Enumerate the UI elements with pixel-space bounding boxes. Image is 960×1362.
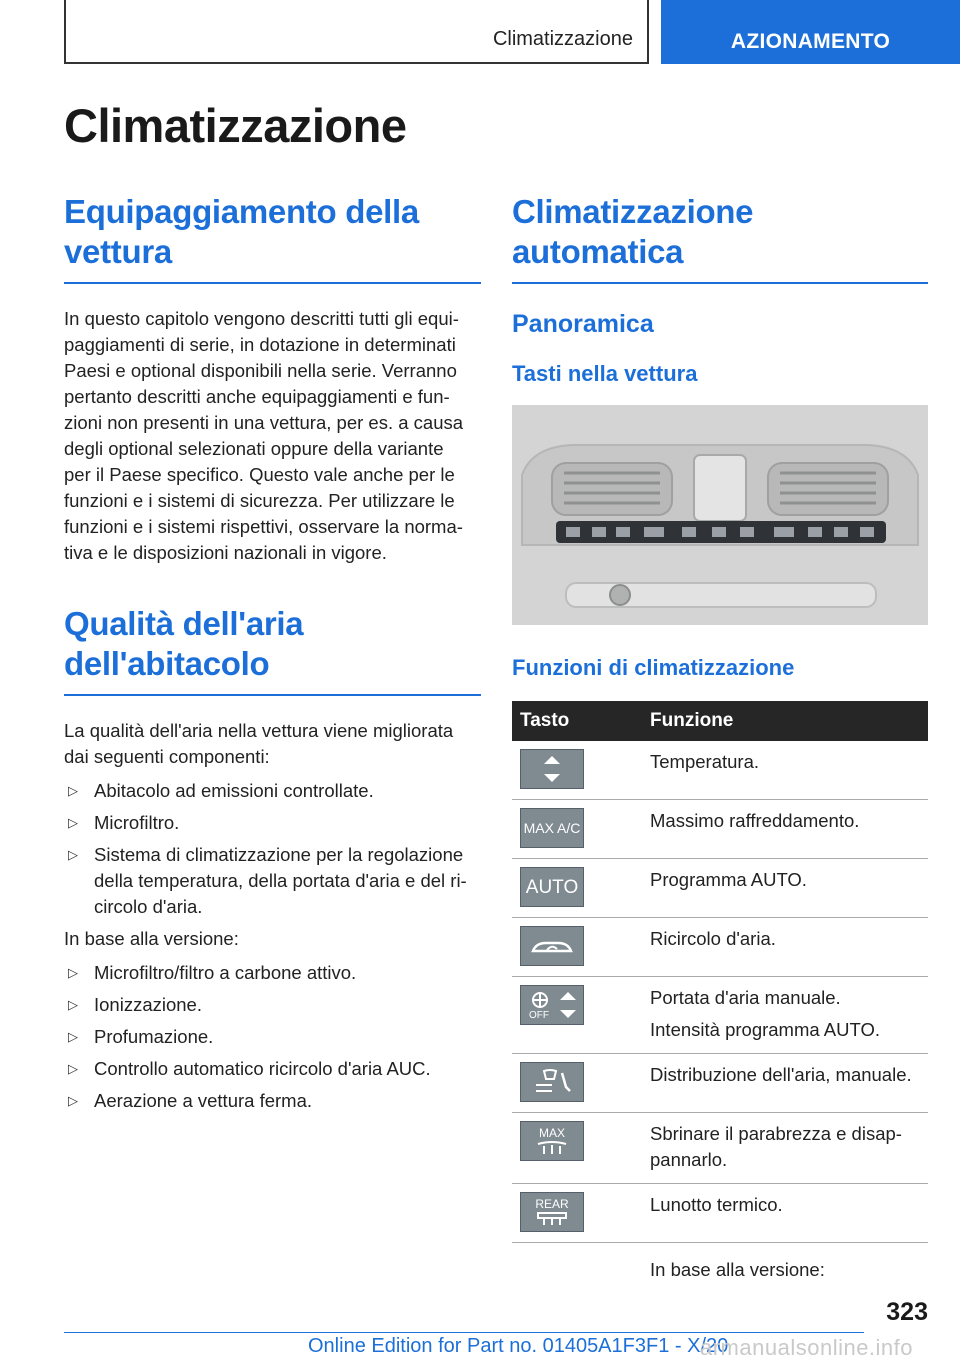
triangle-bullet-icon: ▷	[68, 965, 78, 980]
list-item: ▷ Aerazione a vettura ferma.	[64, 1088, 481, 1114]
page-title: Climatizzazione	[64, 99, 407, 152]
list-item: ▷ Microfiltro.	[64, 810, 481, 836]
function-text: pannarlo.	[650, 1149, 728, 1170]
left-column	[64, 192, 481, 1120]
air-components-list	[64, 778, 481, 920]
heading-air-quality: Qualità dell'aria dell'abitacolo	[64, 604, 481, 696]
list-item: ▷ Ionizzazione.	[64, 992, 481, 1018]
temperature-arrows-icon	[520, 749, 584, 789]
equipment-line: degli optional selezionati oppure della variante	[64, 438, 444, 459]
rear-defrost-icon: REAR	[520, 1192, 584, 1232]
header-function: Funzione	[642, 701, 928, 741]
equipment-line: tiva e le disposizioni nazionali in vigore.	[64, 542, 387, 563]
list-item: ▷ Controllo automatico ricircolo d'aria AUC.	[64, 1056, 481, 1082]
equipment-line: In questo capitolo vengono descritti tutti gli equi‐	[64, 308, 459, 329]
version-list	[64, 960, 481, 1114]
table-row	[512, 1184, 928, 1243]
fan-off-icon: OFF	[520, 985, 584, 1025]
chapter-label: Climatizzazione	[492, 28, 633, 50]
function-text: Massimo raffreddamento.	[650, 810, 860, 831]
list-item: ▷ Microfiltro/filtro a carbone attivo.	[64, 960, 481, 986]
heading-equipment: Equipaggiamento della vettura	[64, 192, 481, 284]
function-text: Programma AUTO.	[650, 869, 807, 890]
max-ac-icon: MAX A/C	[520, 808, 584, 848]
function-text: Sbrinare il parabrezza e disap‐	[650, 1123, 902, 1144]
function-text: Portata d'aria manuale.	[650, 987, 841, 1008]
triangle-bullet-icon: ▷	[68, 783, 78, 798]
functions-table	[512, 701, 928, 1293]
heading-auto-climate: Climatizzazione automatica	[512, 192, 928, 284]
table-row	[512, 859, 928, 918]
max-defrost-icon: MAX	[520, 1121, 584, 1161]
equipment-line: funzioni e i sistemi rispettivi, osservare la norma‐	[64, 516, 463, 537]
heading-overview: Panoramica	[512, 310, 654, 338]
triangle-bullet-icon: ▷	[68, 1061, 78, 1076]
table-header-row	[512, 701, 928, 741]
watermark-text: armanualsonline.info	[700, 1335, 914, 1360]
equipment-line: paggiamenti di serie, in dotazione in determinati	[64, 334, 456, 355]
function-text: In base alla versione:	[650, 1259, 825, 1280]
air-distribution-icon	[520, 1062, 584, 1102]
function-text: Temperatura.	[650, 751, 759, 772]
header-key: Tasto	[512, 701, 642, 741]
dashboard-illustration	[512, 405, 928, 625]
footer-divider	[64, 1332, 864, 1333]
section-tab: AZIONAMENTO	[661, 0, 960, 64]
right-column	[512, 192, 928, 1293]
heading-functions: Funzioni di climatizzazione	[512, 655, 795, 680]
triangle-bullet-icon: ▷	[68, 1029, 78, 1044]
function-text: Intensità programma AUTO.	[650, 1019, 880, 1040]
triangle-bullet-icon: ▷	[68, 997, 78, 1012]
triangle-bullet-icon: ▷	[68, 815, 78, 830]
page-number: 323	[886, 1298, 928, 1326]
triangle-bullet-icon: ▷	[68, 847, 78, 862]
table-row	[512, 977, 928, 1054]
table-row	[512, 1113, 928, 1184]
table-row	[512, 1243, 928, 1294]
list-item: ▷ Profumazione.	[64, 1024, 481, 1050]
function-text: Lunotto termico.	[650, 1194, 783, 1215]
version-label: In base alla versione:	[64, 928, 239, 949]
table-row	[512, 741, 928, 800]
function-text: Ricircolo d'aria.	[650, 928, 776, 949]
function-text: Distribuzione dell'aria, manuale.	[650, 1064, 912, 1085]
list-item: ▷ Abitacolo ad emissioni controllate.	[64, 778, 481, 804]
triangle-bullet-icon: ▷	[68, 1093, 78, 1108]
air-intro-line: La qualità dell'aria nella vettura viene migliorata	[64, 720, 454, 741]
table-row	[512, 1054, 928, 1113]
equipment-line: zioni non presenti in una vettura, per es. a causa	[64, 412, 464, 433]
heading-buttons: Tasti nella vettura	[512, 361, 698, 386]
air-intro-line: dai seguenti componenti:	[64, 746, 270, 767]
control-panel-photo	[512, 405, 928, 625]
header-chapter-box	[64, 0, 649, 64]
recirculation-icon	[520, 926, 584, 966]
equipment-line: per il Paese specifico. Questo vale anche per le	[64, 464, 455, 485]
edition-text: Online Edition for Part no. 01405A1F3F1 - X/20	[308, 1335, 729, 1357]
equipment-line: Paesi e optional disponibili nella serie. Verranno	[64, 360, 457, 381]
table-row	[512, 800, 928, 859]
list-item: ▷ Sistema di climatizzazione per la regolazione della temperatura, della portata d'aria e del ri‐ circolo d'aria.	[68, 844, 467, 917]
equipment-paragraph	[64, 306, 481, 566]
equipment-line: funzioni e i sistemi di sicurezza. Per utilizzare le	[64, 490, 455, 511]
table-row	[512, 918, 928, 977]
equipment-line: pertanto descritti anche equipaggiamenti e fun‐	[64, 386, 450, 407]
auto-icon: AUTO	[520, 867, 584, 907]
